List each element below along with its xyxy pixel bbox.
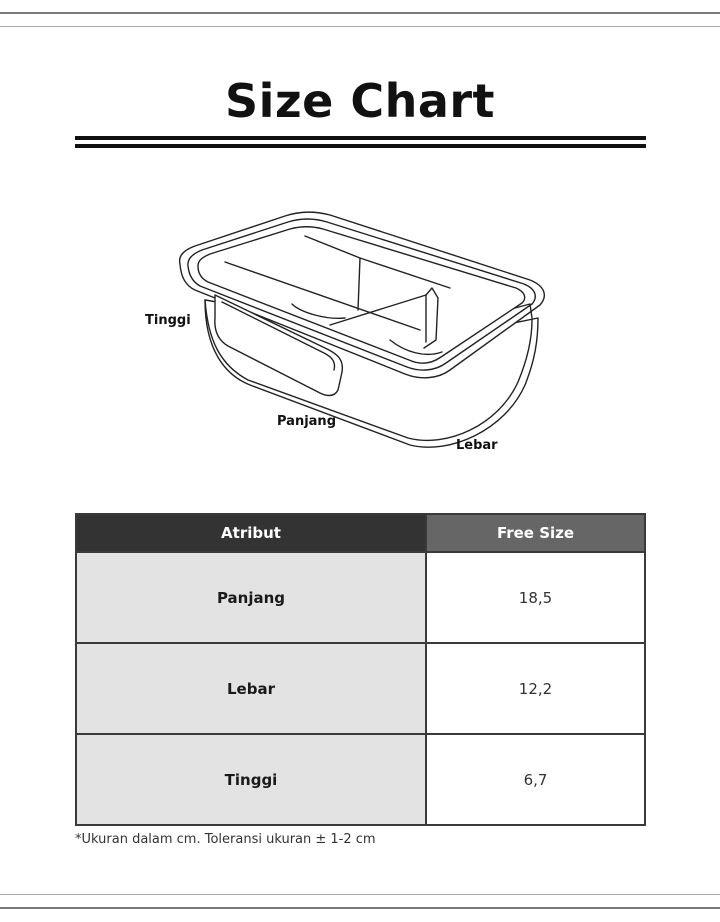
attribute-cell: Panjang [76,552,426,643]
table-row [76,734,645,825]
table-row [76,643,645,734]
top-border-inner [0,26,720,27]
value-cell: 12,2 [426,643,645,734]
length-label: Panjang [277,414,336,429]
size-table [75,513,646,826]
value-cell: 6,7 [426,734,645,825]
attribute-cell: Tinggi [76,734,426,825]
height-label: Tinggi [145,313,191,328]
page-title: Size Chart [224,74,496,128]
tolerance-footnote: *Ukuran dalam cm. Toleransi ukuran ± 1-2 cm [75,832,376,847]
top-border-outer [0,12,720,14]
width-label: Lebar [456,438,498,453]
title-rule-thin [75,144,646,148]
attribute-cell: Lebar [76,643,426,734]
title-rule-thick [75,136,646,140]
header-free-size: Free Size [426,514,645,552]
header-attribute: Atribut [76,514,426,552]
value-cell: 18,5 [426,552,645,643]
lunch-box-illustration [120,200,580,470]
bottom-border-outer [0,907,720,909]
bottom-border-inner [0,894,720,895]
table-header-row [76,514,645,552]
table-row [76,552,645,643]
